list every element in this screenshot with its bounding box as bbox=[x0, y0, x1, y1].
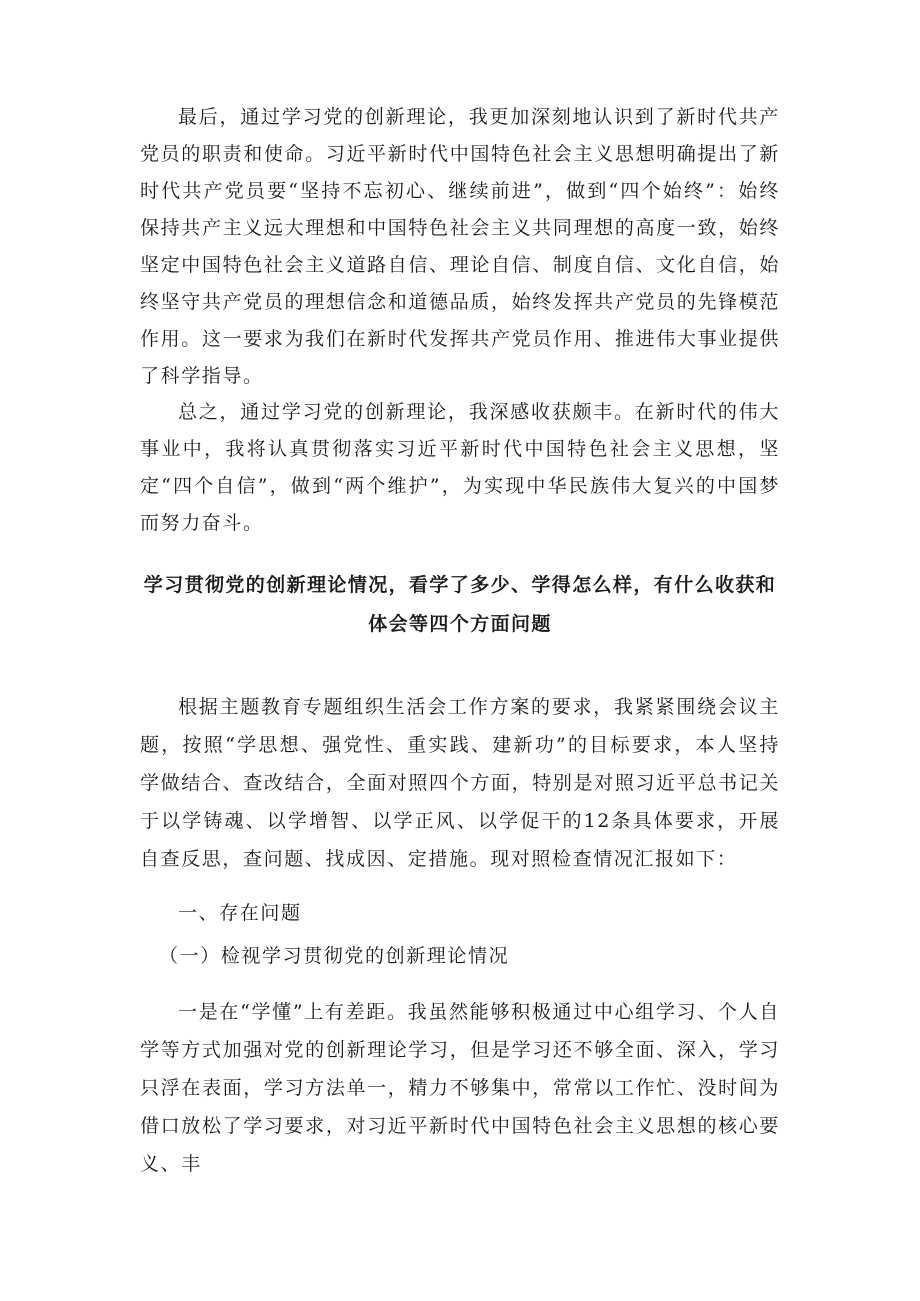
paragraph-summary: 总之，通过学习党的创新理论，我深感收获颇丰。在新时代的伟大事业中，我将认真贯彻落实习近平新时代中国特色社会主义思想，坚定“四个自信”，做到“两个维护”，为实现中华民族伟大复兴的中国梦而努力奋斗。 bbox=[140, 401, 780, 534]
paragraph-intro: 根据主题教育专题组织生活会工作方案的要求，我紧紧围绕会议主题，按照“学思想、强党性、重实践、建新功”的目标要求，本人坚持学做结合、查改结合，全面对照四个方面，特别是对照习近平总书记关于以学铸魂、以学增智、以学正风、以学促干的12条具体要求，开展自查反思，查问题、找成因、定措施。现对照检查情况汇报如下： bbox=[140, 696, 780, 870]
subsection-title-theory-study: （一）检视学习贯彻党的创新理论情况 bbox=[159, 945, 510, 967]
section-heading: 学习贯彻党的创新理论情况，看学了多少、学得怎么样，有什么收获和体会等四个方面问题 bbox=[143, 574, 777, 635]
paragraph-item-one: 一是在“学懂”上有差距。我虽然能够积极通过中心组学习、个人自学等方式加强对党的创新理论学习，但是学习还不够全面、深入，学习只浮在表面，学习方法单一，精力不够集中，常常以工作忙、没时间为借口放松了学习要求，对习近平新时代中国特色社会主义思想的核心要义、丰 bbox=[140, 1001, 780, 1175]
section-title-existing-problems: 一、存在问题 bbox=[178, 902, 302, 924]
paragraph-conclusion-duties: 最后，通过学习党的创新理论，我更加深刻地认识到了新时代共产党员的职责和使命。习近平新时代中国特色社会主义思想明确提出了新时代共产党员要“坚持不忘初心、继续前进”，做到“四个始终”：始终保持共产主义远大理想和中国特色社会主义共同理想的高度一致，始终坚定中国特色社会主义道路自信、理论自信、制度自信、文化自信，始终坚守共产党员的理想信念和道德品质，始终发挥共产党员的先锋模范作用。这一要求为我们在新时代发挥共产党员作用、推进伟大事业提供了科学指导。 bbox=[140, 106, 780, 387]
